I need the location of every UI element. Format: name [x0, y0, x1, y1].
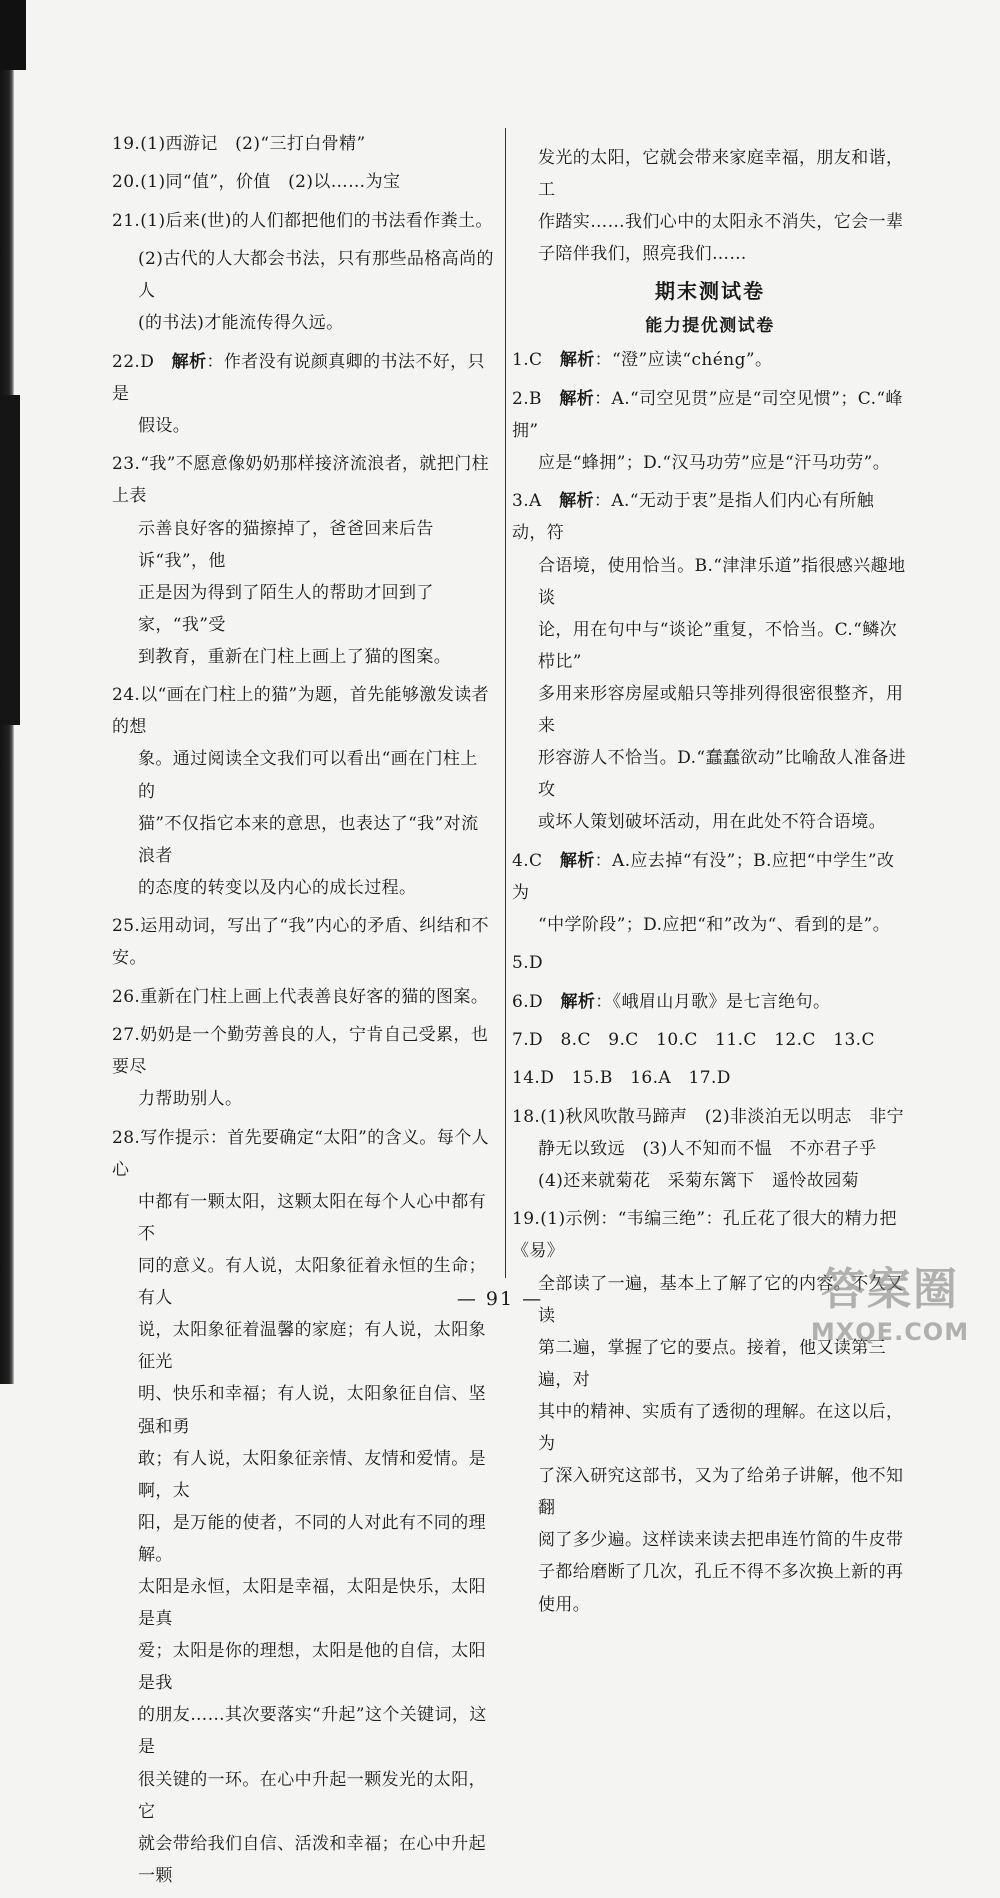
answer-text: 或坏人策划破坏活动，用在此处不符合语境。: [538, 812, 886, 833]
answer-line: [112, 1083, 494, 1115]
answer-label: 1.C: [512, 350, 560, 371]
answer-text: 全部读了一遍，基本上了解了它的内容。不久又读: [538, 1273, 904, 1326]
answer-text: 论，用在句中与“谈论”重复，不恰当。C.“鳞次栉比”: [538, 619, 898, 672]
answer-line: [512, 947, 908, 979]
answer-text: ：作者没有说颜真卿的书法不好，只是: [112, 351, 485, 404]
left-column: [112, 128, 494, 1898]
answer-line: [512, 845, 908, 909]
answer-label: 22.D: [112, 351, 172, 372]
answer-text: 7.D 8.C 9.C 10.C 11.C 12.C 13.C: [512, 1030, 875, 1051]
answer-text: 示善良好客的猫擦掉了，爸爸回来后告诉“我”，他: [138, 518, 434, 571]
answer-text: 明、快乐和幸福；有人说，太阳象征自信、坚强和勇: [138, 1384, 486, 1437]
answer-line: [112, 1122, 494, 1186]
answer-item: [512, 1062, 908, 1094]
answer-line: [112, 1635, 494, 1699]
answer-item: [112, 910, 494, 974]
answer-item: [112, 1122, 494, 1892]
answer-label: 6.D: [512, 991, 561, 1012]
answer-text: 到教育，重新在门柱上画上了猫的图案。: [138, 646, 452, 667]
analysis-label: 解析: [171, 351, 207, 372]
answer-line: [112, 1314, 494, 1378]
answer-text: 28.写作提示：首先要确定“太阳”的含义。每个人心: [112, 1127, 490, 1180]
answer-text: 阳，是万能的使者，不同的人对此有不同的理解。: [138, 1512, 486, 1565]
answer-line: [112, 1443, 494, 1507]
answer-line: [512, 1556, 908, 1588]
answer-line: [512, 614, 908, 678]
answer-text: 应是“蜂拥”；D.“汉马功劳”应是“汗马功劳”。: [538, 452, 891, 473]
answer-line: [112, 808, 494, 872]
answer-text: 其中的精神、实质有了透彻的理解。在这以后，为: [538, 1401, 904, 1455]
answer-text: 中都有一颗太阳，这颗太阳在每个人心中都有不: [138, 1191, 486, 1244]
answer-line: [138, 307, 494, 339]
answer-line: [512, 550, 908, 614]
answer-text: 使用。: [538, 1594, 591, 1615]
answer-text: 正是因为得到了陌生人的帮助才回到了家，“我”受: [138, 582, 434, 635]
answer-text: (4)还来就菊花 采菊东篱下 遥怜故园菊: [538, 1171, 860, 1191]
answer-text: ：A.“司空见贯”应是“司空见惯”；C.“峰拥”: [512, 388, 903, 441]
answer-line: [512, 1589, 908, 1621]
answer-item: [512, 344, 908, 376]
answer-item: [112, 128, 494, 160]
answer-text: “中学阶段”；D.应把“和”改为“、看到的是”。: [538, 914, 891, 935]
analysis-label: 解析: [559, 850, 595, 871]
column-divider: [505, 128, 506, 1278]
answer-text: 18.(1)秋风吹散马蹄声 (2)非淡泊无以明志 非宁: [512, 1106, 904, 1127]
answer-line: [112, 641, 494, 673]
answer-line: [112, 1571, 494, 1635]
answer-text: 形容游人不恰当。D.“蠢蠢欲动”比喻敌人准备进攻: [538, 748, 907, 801]
answer-line: [112, 910, 494, 974]
answer-line: [112, 166, 494, 198]
analysis-label: 解析: [560, 991, 596, 1012]
scan-edge-shadow-top: [0, 0, 26, 70]
answer-line: [112, 1828, 494, 1892]
right-column: [512, 142, 908, 1627]
analysis-label: 解析: [559, 491, 594, 512]
answer-text: ：“澄”应读“chéng”。: [594, 350, 773, 371]
answer-line: [512, 1133, 908, 1165]
answer-line: [512, 485, 908, 549]
answer-text: 的朋友……其次要落实“升起”这个关键词，这是: [138, 1705, 487, 1758]
answer-line: [112, 128, 494, 160]
answer-text: 25.运用动词，写出了“我”内心的矛盾、纠结和不安。: [112, 916, 490, 969]
answer-line: [512, 1024, 908, 1056]
answer-text: 14.D 15.B 16.A 17.D: [512, 1068, 731, 1089]
answer-text: 说，太阳象征着温馨的家庭；有人说，太阳象征光: [138, 1320, 486, 1373]
answer-text: ：《峨眉山月歌》是七言绝句。: [595, 991, 831, 1012]
answer-text: 子都给磨断了几次，孔丘不得不多次换上新的再: [538, 1562, 904, 1583]
answer-line: [112, 448, 494, 512]
answer-line: [112, 1378, 494, 1442]
answer-item: [112, 679, 494, 904]
watermark-brand: 答案圈: [821, 1264, 959, 1315]
answer-line: [112, 346, 494, 410]
answer-text: 21.(1)后来(世)的人们都把他们的书法看作粪土。: [112, 210, 493, 231]
answer-text: 很关键的一环。在心中升起一颗发光的太阳，它: [138, 1769, 486, 1822]
answer-text: 力帮助别人。: [138, 1089, 243, 1110]
answer-line: [112, 513, 494, 577]
answer-text: 敢；有人说，太阳象征亲情、友情和爱情。是啊，太: [138, 1448, 486, 1501]
answer-line: [112, 410, 494, 442]
answer-text: 合语境，使用恰当。B.“津津乐道”指很感兴趣地谈: [538, 555, 906, 608]
answer-label: 3.A: [512, 491, 560, 512]
answer-line: [512, 909, 908, 941]
answer-item: [512, 383, 908, 479]
answer-line: 发光的太阳，它就会带来家庭幸福，朋友和谐，工: [538, 148, 904, 201]
answer-item: [112, 1019, 494, 1115]
answer-text: (2)古代的人大都会书法，只有那些品格高尚的人: [138, 249, 494, 302]
answer-line: [112, 679, 494, 743]
answer-text: ：A.应去掉“有没”；B.应把“中学生”改为: [512, 850, 895, 903]
answer-item: [112, 205, 494, 237]
answer-text: 象。通过阅读全文我们可以看出“画在门柱上的: [138, 749, 478, 802]
answer-text: 27.奶奶是一个勤劳善良的人，宁肯自己受累，也要尽: [112, 1025, 489, 1078]
answer-text: 同的意义。有人说，太阳象征着永恒的生命；有人: [138, 1256, 486, 1309]
page-number: — 91 —: [456, 1288, 544, 1310]
answer-text: 多用来形容房屋或船只等排列得很密很整齐，用来: [538, 683, 904, 736]
answer-line: [112, 205, 494, 237]
answer-line: [112, 1764, 494, 1828]
answer-item: [512, 1024, 908, 1056]
answer-line: [112, 1699, 494, 1763]
answer-item: [512, 947, 908, 979]
answer-line: [512, 1101, 908, 1133]
answer-line: [112, 1507, 494, 1571]
answer-text: 就会带给我们自信、活泼和幸福；在心中升起一颗: [138, 1833, 486, 1886]
watermark-site: MXQE.COM: [810, 1318, 970, 1346]
answer-line: [512, 986, 908, 1018]
answer-item: [112, 346, 494, 442]
watermark-logo: [800, 1262, 980, 1362]
answer-line: [512, 344, 908, 376]
answer-text: (的书法)才能流传得久远。: [138, 313, 344, 334]
answer-line: [512, 383, 908, 447]
answer-text: 24.以“画在门柱上的猫”为题，首先能够激发读者的想: [112, 685, 490, 738]
analysis-label: 解析: [559, 350, 595, 371]
answer-line: [138, 243, 494, 307]
answer-line: [512, 1062, 908, 1094]
section-subheading: 能力提优测试卷: [645, 316, 775, 337]
answer-line: [512, 1524, 908, 1556]
answer-line: [512, 1165, 908, 1197]
answer-item: [112, 243, 494, 339]
answer-line: [512, 447, 908, 479]
answer-text: 19.(1)示例：“韦编三绝”：孔丘花了很大的精力把《易》: [512, 1209, 897, 1262]
answer-line: 作踏实……我们心中的太阳永不消失，它会一辈: [538, 212, 904, 233]
answer-line: [112, 981, 494, 1013]
answer-text: 5.D: [512, 953, 544, 974]
answer-line: [512, 806, 908, 838]
answer-text: 静无以致远 (3)人不知而不愠 不亦君子乎: [538, 1138, 877, 1159]
answer-line: [512, 1203, 908, 1267]
answer-text: ：A.“无动于衷”是指人们内心有所触动，符: [512, 491, 875, 544]
analysis-label: 解析: [559, 388, 595, 409]
answer-label: 4.C: [512, 850, 560, 871]
answer-item: [512, 845, 908, 941]
answer-text: 26.重新在门柱上画上代表善良好客的猫的图案。: [112, 986, 489, 1007]
answer-text: 第二遍，掌握了它的要点。接着，他又读第三遍，对: [538, 1337, 886, 1390]
answer-list: [512, 344, 908, 1627]
answer-line: [512, 1396, 908, 1460]
answer-item: [512, 986, 908, 1018]
answer-line: [112, 1186, 494, 1250]
answer-item: [512, 485, 908, 838]
answer-item: [112, 166, 494, 198]
answer-text: 太阳是永恒，太阳是幸福，太阳是快乐，太阳是真: [138, 1577, 486, 1630]
section-heading: 期末测试卷: [655, 279, 765, 304]
answer-item: [512, 1101, 908, 1197]
answer-line: [112, 577, 494, 641]
answer-item: [112, 981, 494, 1013]
answer-line: [512, 742, 908, 806]
answer-line: [512, 1460, 908, 1524]
answer-text: 19.(1)西游记 (2)“三打白骨精”: [112, 134, 366, 154]
answer-text: 爱；太阳是你的理想，太阳是他的自信，太阳是我: [138, 1641, 486, 1694]
answer-line: [112, 872, 494, 904]
answer-text: 假设。: [138, 415, 191, 436]
answer-line: [112, 1019, 494, 1083]
answer-line: [112, 743, 494, 807]
answer-text: 的态度的转变以及内心的成长过程。: [138, 877, 417, 898]
scan-edge-shadow-middle: [0, 395, 20, 725]
answer-text: 猫”不仅指它本来的意思，也表达了“我”对流浪者: [138, 813, 479, 866]
answer-text: 了深入研究这部书，又为了给弟子讲解，他不知翻: [538, 1466, 904, 1519]
answer-text: 阅了多少遍。这样读来读去把串连竹简的牛皮带: [538, 1530, 904, 1551]
answer-continuation: [512, 142, 908, 270]
answer-line: [512, 678, 908, 742]
answer-item: [112, 448, 494, 673]
answer-label: 2.B: [512, 388, 560, 409]
answer-line: 子陪伴我们，照亮我们……: [538, 244, 747, 265]
answer-text: 20.(1)同“值”，价值 (2)以……为宝: [112, 172, 401, 193]
answer-text: 23.“我”不愿意像奶奶那样接济流浪者，就把门柱上表: [112, 454, 490, 507]
